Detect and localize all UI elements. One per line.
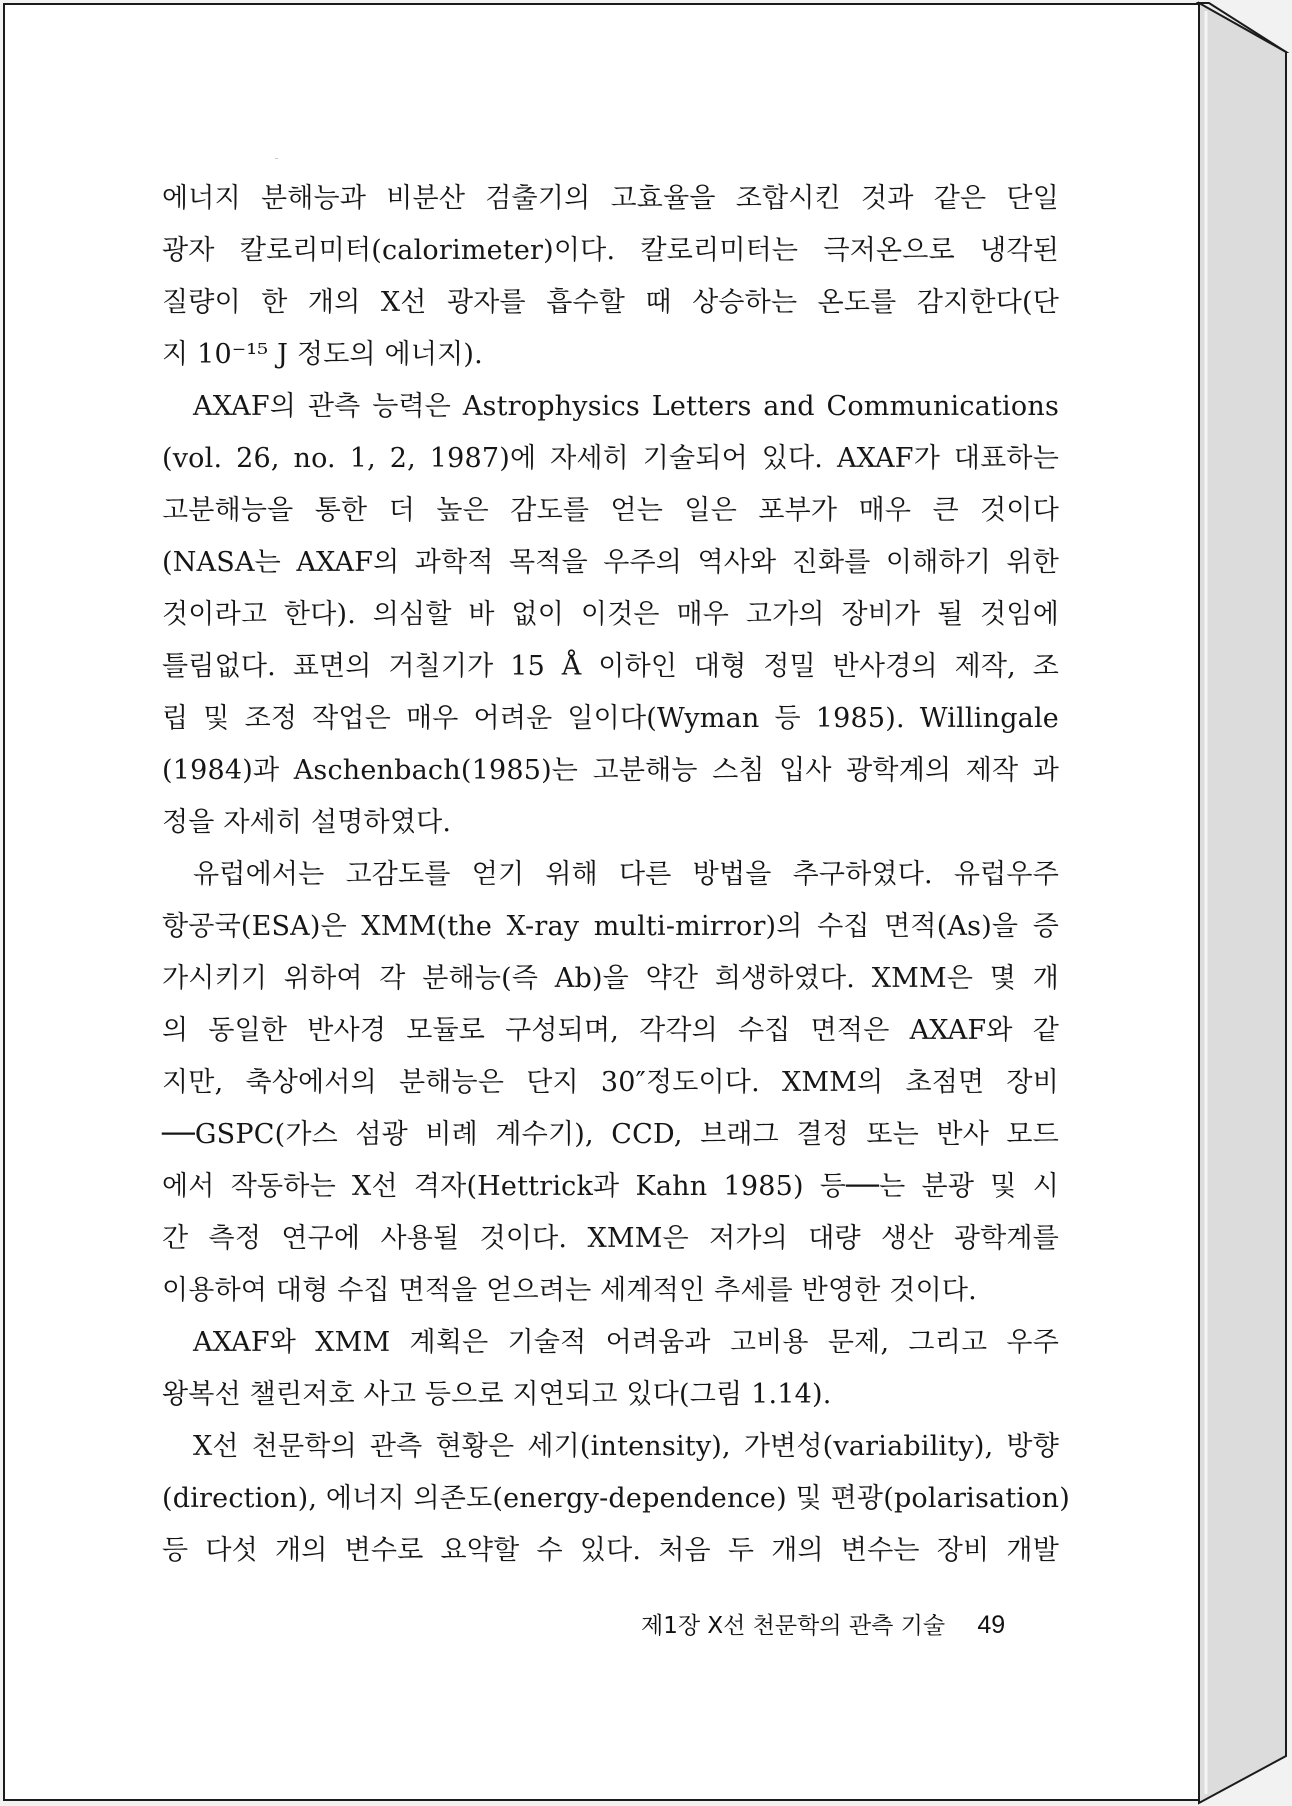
paragraph-europe-line-7: 에서 작동하는 X선 격자(Hettrick과 Kahn 1985) 등──는 분광 및 시: [162, 1171, 1059, 1202]
paragraph-europe-line-6: ──GSPC(가스 섬광 비례 계수기), CCD, 브래그 결정 또는 반사 모드: [162, 1119, 1059, 1150]
paragraph-axaf-line-2: (vol. 26, no. 1, 2, 1987)에 자세히 기술되어 있다. AXAF가 대표하는: [162, 443, 1059, 474]
book-right-side: [1199, 3, 1286, 1803]
body-text: [162, 173, 1070, 1577]
paragraph-axaf-line-5: 것이라고 한다). 의심할 바 없이 이것은 매우 고가의 장비가 될 것임에: [162, 599, 1059, 630]
paragraph-axaf-line-3: 고분해능을 통한 더 높은 감도를 얻는 일은 포부가 매우 큰 것이다: [162, 495, 1059, 526]
paragraph-observation-line-2: (direction), 에너지 의존도(energy-dependence) 및 편광(polarisation): [162, 1483, 1070, 1514]
paragraph-delay-line-2: 왕복선 챌린저호 사고 등으로 지연되고 있다(그림 1.14).: [162, 1379, 832, 1410]
paragraph-europe-line-1: 유럽에서는 고감도를 얻기 위해 다른 방법을 추구하였다. 유럽우주: [193, 859, 1059, 890]
paragraph-axaf-line-1: AXAF의 관측 능력은 Astrophysics Letters and Communications: [193, 391, 1059, 422]
paragraph-europe-line-8: 간 측정 연구에 사용될 것이다. XMM은 저가의 대량 생산 광학계를: [162, 1223, 1059, 1254]
running-head: 제1장 X선 천문학의 관측 기술: [641, 1613, 946, 1639]
paragraph-axaf-line-6: 틀림없다. 표면의 거칠기가 15 Å 이하인 대형 정밀 반사경의 제작, 조: [162, 651, 1059, 682]
body-line-2: 광자 칼로리미터(calorimeter)이다. 칼로리미터는 극저온으로 냉각된: [162, 235, 1059, 266]
paragraph-axaf-line-7: 립 및 조정 작업은 매우 어려운 일이다(Wyman 등 1985). Willingale: [162, 703, 1059, 734]
body-line-1: 에너지 분해능과 비분산 검출기의 고효율을 조합시킨 것과 같은 단일: [162, 183, 1059, 214]
body-line-3: 질량이 한 개의 X선 광자를 흡수할 때 상승하는 온도를 감지한다(단: [162, 287, 1059, 318]
page-number: 49: [977, 1611, 1006, 1639]
paragraph-axaf-line-4: (NASA는 AXAF의 과학적 목적을 우주의 역사와 진화를 이해하기 위한: [162, 547, 1059, 578]
running-footer: [641, 1603, 1055, 1647]
paragraph-europe-line-4: 의 동일한 반사경 모듈로 구성되며, 각각의 수집 면적은 AXAF와 같: [162, 1015, 1059, 1046]
paragraph-axaf-line-8: (1984)과 Aschenbach(1985)는 고분해능 스침 입사 광학계의 제작 과: [162, 755, 1059, 786]
print-dot: [275, 158, 278, 159]
paragraph-observation-line-1: X선 천문학의 관측 현황은 세기(intensity), 가변성(variability), 방향: [193, 1431, 1059, 1462]
paragraph-axaf-line-9: 정을 자세히 설명하였다.: [162, 807, 452, 838]
paragraph-europe-line-3: 가시키기 위하여 각 분해능(즉 Ab)을 약간 희생하였다. XMM은 몇 개: [162, 963, 1059, 994]
paragraph-delay-line-1: AXAF와 XMM 계획은 기술적 어려움과 고비용 문제, 그리고 우주: [193, 1327, 1059, 1358]
book-page: [3, 3, 1200, 1801]
body-line-4: 지 10⁻¹⁵ J 정도의 에너지).: [162, 339, 483, 370]
paragraph-europe-line-2: 항공국(ESA)은 XMM(the X-ray multi-mirror)의 수집 면적(As)을 증: [162, 911, 1059, 942]
paragraph-observation-line-3: 등 다섯 개의 변수로 요약할 수 있다. 처음 두 개의 변수는 장비 개발: [162, 1535, 1059, 1566]
paragraph-europe-line-9: 이용하여 대형 수집 면적을 얻으려는 세계적인 추세를 반영한 것이다.: [162, 1275, 977, 1306]
paragraph-europe-line-5: 지만, 축상에서의 분해능은 단지 30″정도이다. XMM의 초점면 장비: [162, 1067, 1059, 1098]
